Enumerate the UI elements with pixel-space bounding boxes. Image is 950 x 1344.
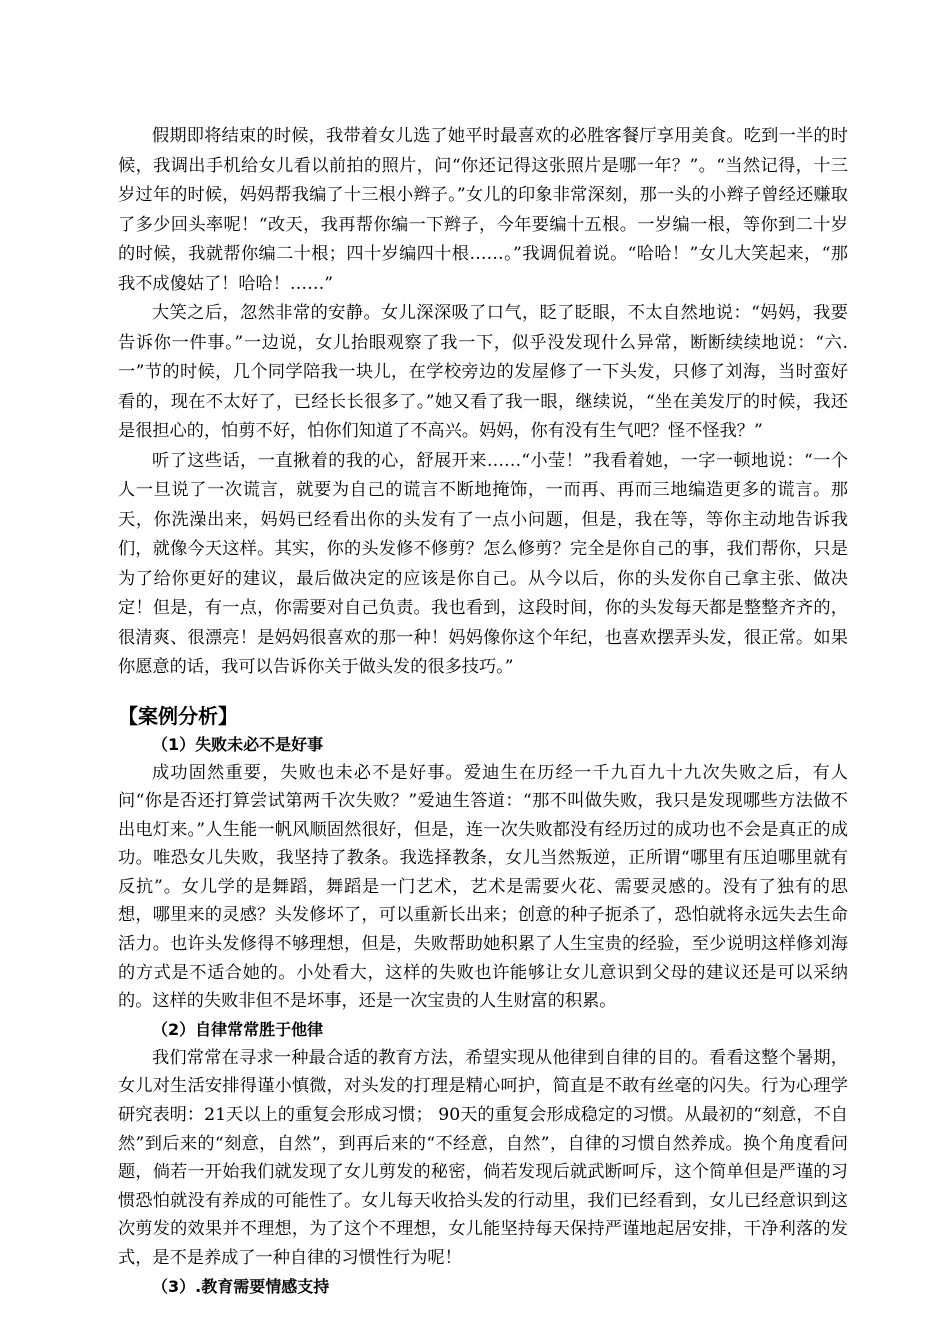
section-1-title: （1）失败未必不是好事: [152, 734, 324, 754]
story-paragraph-2: 大笑之后，忽然非常的安静。女儿深深吸了口气，眨了眨眼，不太自然地说：“妈妈，我要告诉你一件事。”一边说，女儿抬眼观察了我一下，似乎没发现什么异常，断断续续地说：“六.一”节的时候，几个同学陪我一块儿，在学校旁边的发屋修了一下头发，只修了刘海，当时蛮好看的，现在不太好了，已经长长很多了。”她又看了我一眼，继续说，“坐在美发厅的时候，我还是很担心的，怕剪不好，怕你们知道了不高兴。妈妈，你有没有生气吧？怪不怪我？”: [118, 303, 848, 441]
analysis-heading: 【案例分析】: [118, 703, 238, 728]
document-body: [118, 122, 848, 1301]
section-1-text: 成功固然重要，失败也未必不是好事。爱迪生在历经一千九百九十九次失败之后，有人问“你是否还打算尝试第两千次失败？”爱迪生答道：“那不叫做失败，我只是发现哪些方法做不出电灯来。”人生能一帆风顺固然很好，但是，连一次失败都没有经历过的成功也不会是真正的成功。唯恐女儿失败，我坚持了教条。我选择教条，女儿当然叛逆，正所谓“哪里有压迫哪里就有反抗”。女儿学的是舞蹈，舞蹈是一门艺术，艺术是需要火花、需要灵感的。没有了独有的思想，哪里来的灵感？头发修坏了，可以重新长出来；创意的种子扼杀了，恐怕就将永远失去生命活力。也许头发修得不够理想，但是，失败帮助她积累了人生宝贵的经验，至少说明这样修刘海的方式是不适合她的。小处看大，这样的失败也许能够让女儿意识到父母的建议还是可以采纳的。这样的失败非但不是坏事，还是一次宝贵的人生财富的积累。: [118, 762, 848, 1012]
section-3-title: （3）.教育需要情感支持: [152, 1276, 330, 1296]
section-2-title: （2）自律常常胜于他律: [152, 1019, 324, 1039]
section-2-text: 我们常常在寻求一种最合适的教育方法，希望实现从他律到自律的目的。看看这整个暑期，女儿对生活安排得谨小慎微，对头发的打理是精心呵护，简直是不敢有丝毫的闪失。行为心理学研究表明：21天以上的重复会形成习惯； 90天的重复会形成稳定的习惯。从最初的“刻意，不自然”到后来的“刻意，自然”，到再后来的“不经意，自然”，自律的习惯自然养成。换个角度看问题，倘若一开始我们就发现了女儿剪发的秘密，倘若发现后就武断呵斥，这个简单但是严谨的习惯恐怕就没有养成的可能性了。女儿每天收拾头发的行动里，我们已经看到，女儿已经意识到这次剪发的效果并不理想，为了这个不理想，女儿能坚持每天保持严谨地起居安排，干净利落的发式，是不是养成了一种自律的习惯性行为呢！: [118, 1047, 848, 1268]
story-paragraph-1: 假期即将结束的时候，我带着女儿选了她平时最喜欢的必胜客餐厅享用美食。吃到一半的时候，我调出手机给女儿看以前拍的照片，问“你还记得这张照片是哪一年？”。“当然记得，十三岁过年的时候，妈妈帮我编了十三根小辫子。”女儿的印象非常深刻，那一头的小辫子曾经还赚取了多少回头率呢！“改天，我再帮你编一下辫子，今年要编十五根。一岁编一根，等你到二十岁的时候，我就帮你编二十根；四十岁编四十根……。”我调侃着说。“哈哈！”女儿大笑起来，“那我不成傻姑了！哈哈！……”: [118, 126, 848, 294]
story-paragraph-3: 听了这些话，一直揪着的我的心，舒展开来……“小莹！”我看着她，一字一顿地说：“一个人一旦说了一次谎言，就要为自己的谎言不断地掩饰，一而再、再而三地编造更多的谎言。那天，你洗澡出来，妈妈已经看出你的头发有了一点小问题，但是，我在等，等你主动地告诉我们，就像今天这样。其实，你的头发修不修剪？怎么修剪？完全是你自己的事，我们帮你，只是为了给你更好的建议，最后做决定的应该是你自己。从今以后，你的头发你自己拿主张、做决定！但是，有一点，你需要对自己负责。我也看到，这段时间，你的头发每天都是整整齐齐的，很清爽、很漂亮！是妈妈很喜欢的那一种！妈妈像你这个年纪，也喜欢摆弄头发，很正常。如果你愿意的话，我可以告诉你关于做头发的很多技巧。”: [118, 450, 848, 677]
